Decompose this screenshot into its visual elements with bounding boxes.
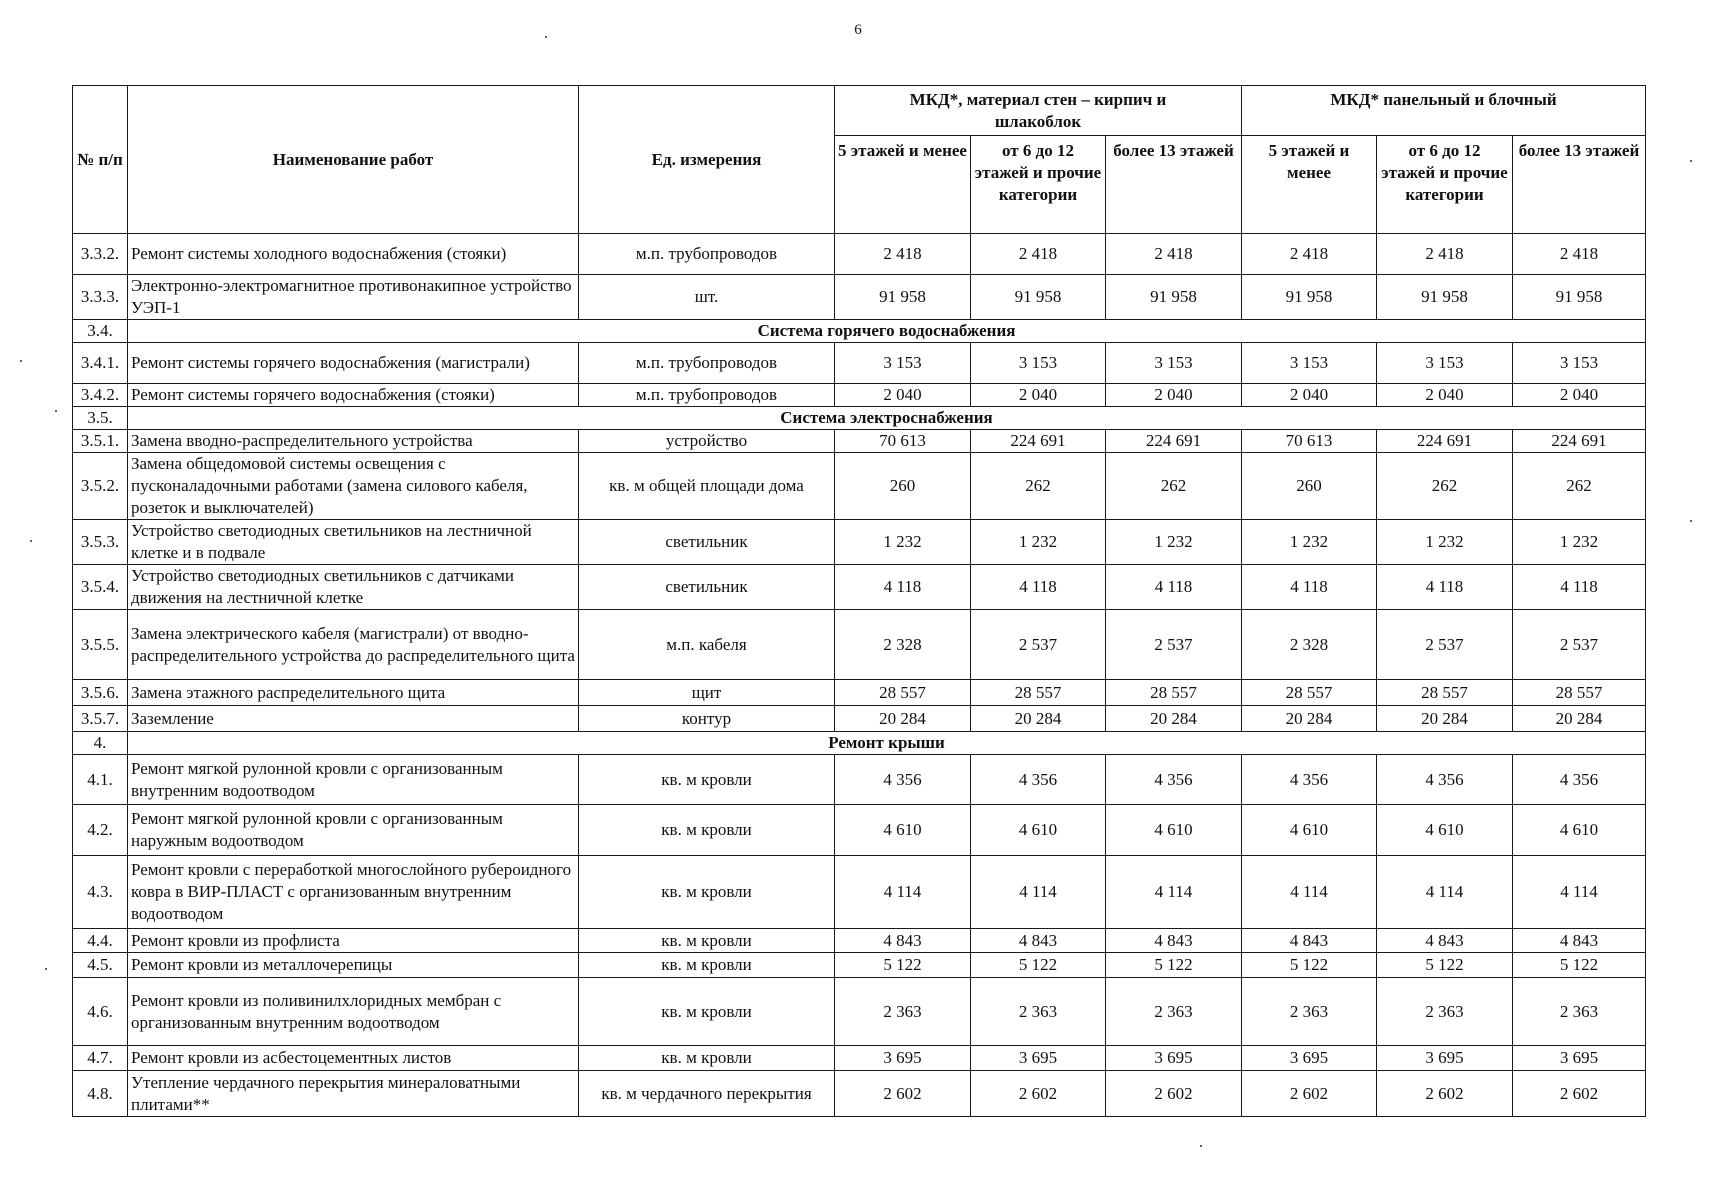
cost-value: 2 602 bbox=[971, 1071, 1106, 1117]
cost-value: 2 418 bbox=[1106, 234, 1242, 275]
unit-of-measure: светильник bbox=[579, 565, 835, 610]
unit-of-measure: щит bbox=[579, 680, 835, 706]
cost-value: 4 356 bbox=[1513, 755, 1646, 805]
scan-speck bbox=[45, 968, 47, 970]
cost-value: 1 232 bbox=[1513, 520, 1646, 565]
row-number: 3.5.1. bbox=[73, 430, 128, 453]
cost-value: 4 118 bbox=[1242, 565, 1377, 610]
unit-of-measure: м.п. трубопроводов bbox=[579, 343, 835, 384]
cost-value: 224 691 bbox=[1513, 430, 1646, 453]
work-name: Ремонт кровли из металлочерепицы bbox=[128, 953, 579, 978]
table-row bbox=[73, 856, 1646, 929]
cost-value: 5 122 bbox=[1513, 953, 1646, 978]
table-row bbox=[73, 953, 1646, 978]
row-number: 4.8. bbox=[73, 1071, 128, 1117]
unit-of-measure: кв. м кровли bbox=[579, 805, 835, 856]
cost-value: 2 537 bbox=[1377, 610, 1513, 680]
cost-value: 4 356 bbox=[1242, 755, 1377, 805]
table-body bbox=[73, 234, 1646, 1117]
unit-of-measure: м.п. трубопроводов bbox=[579, 384, 835, 407]
section-row bbox=[73, 320, 1646, 343]
work-name: Устройство светодиодных светильников с датчиками движения на лестничной клетке bbox=[128, 565, 579, 610]
section-title: Ремонт крыши bbox=[128, 732, 1646, 755]
cost-value: 224 691 bbox=[971, 430, 1106, 453]
table-row bbox=[73, 680, 1646, 706]
cost-value: 91 958 bbox=[971, 275, 1106, 320]
cost-value: 4 356 bbox=[1377, 755, 1513, 805]
scan-speck bbox=[1200, 1145, 1202, 1147]
cost-value: 91 958 bbox=[1106, 275, 1242, 320]
row-number: 3.5.7. bbox=[73, 706, 128, 732]
cost-value: 3 695 bbox=[1106, 1046, 1242, 1071]
cost-value: 4 843 bbox=[1242, 929, 1377, 953]
cost-value: 5 122 bbox=[835, 953, 971, 978]
cost-value: 3 153 bbox=[1513, 343, 1646, 384]
cost-value: 3 695 bbox=[971, 1046, 1106, 1071]
cost-value: 3 153 bbox=[835, 343, 971, 384]
cost-value: 2 363 bbox=[971, 978, 1106, 1046]
cost-value: 2 328 bbox=[835, 610, 971, 680]
cost-value: 2 537 bbox=[971, 610, 1106, 680]
header-sub-floors: 5 этажей и менее bbox=[835, 136, 971, 234]
row-number: 3.5.2. bbox=[73, 453, 128, 520]
cost-value: 2 363 bbox=[1106, 978, 1242, 1046]
cost-value: 91 958 bbox=[1377, 275, 1513, 320]
cost-value: 4 114 bbox=[971, 856, 1106, 929]
cost-table-sheet bbox=[72, 85, 1645, 1117]
section-title: Система электроснабжения bbox=[128, 407, 1646, 430]
cost-value: 28 557 bbox=[971, 680, 1106, 706]
table-row bbox=[73, 706, 1646, 732]
work-name: Замена этажного распределительного щита bbox=[128, 680, 579, 706]
section-row bbox=[73, 732, 1646, 755]
row-number: 3.5.5. bbox=[73, 610, 128, 680]
work-name: Утепление чердачного перекрытия минераловатными плитами** bbox=[128, 1071, 579, 1117]
section-row bbox=[73, 407, 1646, 430]
cost-value: 20 284 bbox=[1242, 706, 1377, 732]
header-sub-floors: от 6 до 12 этажей и прочие категории bbox=[971, 136, 1106, 234]
cost-value: 2 418 bbox=[1242, 234, 1377, 275]
cost-value: 4 843 bbox=[971, 929, 1106, 953]
unit-of-measure: м.п. кабеля bbox=[579, 610, 835, 680]
cost-value: 4 356 bbox=[835, 755, 971, 805]
row-number: 3.3.2. bbox=[73, 234, 128, 275]
table-row bbox=[73, 275, 1646, 320]
section-number: 3.4. bbox=[73, 320, 128, 343]
unit-of-measure: шт. bbox=[579, 275, 835, 320]
cost-value: 2 040 bbox=[971, 384, 1106, 407]
row-number: 3.3.3. bbox=[73, 275, 128, 320]
cost-value: 262 bbox=[1377, 453, 1513, 520]
cost-value: 224 691 bbox=[1106, 430, 1242, 453]
cost-value: 70 613 bbox=[835, 430, 971, 453]
cost-value: 4 114 bbox=[1106, 856, 1242, 929]
cost-value: 91 958 bbox=[1242, 275, 1377, 320]
header-num: № п/п bbox=[73, 86, 128, 234]
cost-value: 4 118 bbox=[1377, 565, 1513, 610]
work-name: Ремонт кровли из асбестоцементных листов bbox=[128, 1046, 579, 1071]
cost-value: 2 602 bbox=[835, 1071, 971, 1117]
cost-value: 4 610 bbox=[1106, 805, 1242, 856]
cost-value: 28 557 bbox=[835, 680, 971, 706]
cost-value: 28 557 bbox=[1106, 680, 1242, 706]
row-number: 4.3. bbox=[73, 856, 128, 929]
cost-value: 1 232 bbox=[971, 520, 1106, 565]
header-name: Наименование работ bbox=[128, 86, 579, 234]
cost-value: 4 114 bbox=[835, 856, 971, 929]
cost-value: 1 232 bbox=[1242, 520, 1377, 565]
cost-value: 4 843 bbox=[835, 929, 971, 953]
cost-value: 1 232 bbox=[1106, 520, 1242, 565]
page-number: 6 bbox=[854, 22, 862, 38]
cost-value: 4 118 bbox=[1106, 565, 1242, 610]
table-row bbox=[73, 384, 1646, 407]
unit-of-measure: контур bbox=[579, 706, 835, 732]
cost-value: 4 843 bbox=[1513, 929, 1646, 953]
cost-value: 20 284 bbox=[971, 706, 1106, 732]
cost-value: 2 040 bbox=[1106, 384, 1242, 407]
work-name: Ремонт мягкой рулонной кровли с организованным внутренним водоотводом bbox=[128, 755, 579, 805]
unit-of-measure: м.п. трубопроводов bbox=[579, 234, 835, 275]
cost-value: 4 610 bbox=[835, 805, 971, 856]
unit-of-measure: кв. м кровли bbox=[579, 953, 835, 978]
header-group-brick: МКД*, материал стен – кирпич и шлакоблок bbox=[835, 86, 1242, 136]
work-name: Замена общедомовой системы освещения с пусконаладочными работами (замена силового кабеля, розеток и выключателей) bbox=[128, 453, 579, 520]
cost-value: 2 602 bbox=[1513, 1071, 1646, 1117]
cost-value: 262 bbox=[1513, 453, 1646, 520]
cost-value: 2 363 bbox=[835, 978, 971, 1046]
unit-of-measure: кв. м кровли bbox=[579, 1046, 835, 1071]
cost-value: 3 695 bbox=[1242, 1046, 1377, 1071]
cost-value: 260 bbox=[835, 453, 971, 520]
cost-value: 91 958 bbox=[1513, 275, 1646, 320]
cost-value: 5 122 bbox=[971, 953, 1106, 978]
cost-value: 28 557 bbox=[1513, 680, 1646, 706]
header-sub-floors: более 13 этажей bbox=[1106, 136, 1242, 234]
cost-value: 2 040 bbox=[1513, 384, 1646, 407]
cost-value: 3 153 bbox=[971, 343, 1106, 384]
scan-speck bbox=[1690, 160, 1692, 162]
unit-of-measure: устройство bbox=[579, 430, 835, 453]
cost-value: 3 695 bbox=[1513, 1046, 1646, 1071]
cost-value: 2 363 bbox=[1242, 978, 1377, 1046]
cost-value: 2 363 bbox=[1513, 978, 1646, 1046]
cost-value: 2 418 bbox=[1513, 234, 1646, 275]
row-number: 4.6. bbox=[73, 978, 128, 1046]
work-name: Ремонт системы холодного водоснабжения (стояки) bbox=[128, 234, 579, 275]
cost-value: 20 284 bbox=[835, 706, 971, 732]
cost-value: 1 232 bbox=[1377, 520, 1513, 565]
cost-value: 4 610 bbox=[971, 805, 1106, 856]
row-number: 4.2. bbox=[73, 805, 128, 856]
cost-value: 3 695 bbox=[1377, 1046, 1513, 1071]
table-row bbox=[73, 1071, 1646, 1117]
cost-value: 28 557 bbox=[1242, 680, 1377, 706]
table-row bbox=[73, 520, 1646, 565]
cost-value: 224 691 bbox=[1377, 430, 1513, 453]
header-group-panel: МКД* панельный и блочный bbox=[1242, 86, 1646, 136]
section-title: Система горячего водоснабжения bbox=[128, 320, 1646, 343]
unit-of-measure: кв. м кровли bbox=[579, 929, 835, 953]
cost-value: 4 114 bbox=[1242, 856, 1377, 929]
work-name: Ремонт мягкой рулонной кровли с организованным наружным водоотводом bbox=[128, 805, 579, 856]
cost-value: 3 153 bbox=[1106, 343, 1242, 384]
cost-value: 4 118 bbox=[835, 565, 971, 610]
cost-value: 2 602 bbox=[1106, 1071, 1242, 1117]
cost-value: 28 557 bbox=[1377, 680, 1513, 706]
scan-speck bbox=[55, 410, 57, 412]
cost-value: 2 418 bbox=[835, 234, 971, 275]
cost-value: 2 363 bbox=[1377, 978, 1513, 1046]
cost-value: 91 958 bbox=[835, 275, 971, 320]
cost-value: 70 613 bbox=[1242, 430, 1377, 453]
table-row bbox=[73, 234, 1646, 275]
row-number: 3.5.6. bbox=[73, 680, 128, 706]
table-row bbox=[73, 343, 1646, 384]
row-number: 4.4. bbox=[73, 929, 128, 953]
row-number: 4.1. bbox=[73, 755, 128, 805]
cost-value: 2 537 bbox=[1513, 610, 1646, 680]
cost-value: 2 537 bbox=[1106, 610, 1242, 680]
table-row bbox=[73, 430, 1646, 453]
header-sub-floors: 5 этажей и менее bbox=[1242, 136, 1377, 234]
cost-value: 260 bbox=[1242, 453, 1377, 520]
table-row bbox=[73, 929, 1646, 953]
cost-value: 4 843 bbox=[1106, 929, 1242, 953]
work-name: Ремонт кровли из профлиста bbox=[128, 929, 579, 953]
table-header bbox=[73, 86, 1646, 234]
cost-value: 4 114 bbox=[1377, 856, 1513, 929]
scan-speck bbox=[30, 540, 32, 542]
cost-value: 2 418 bbox=[1377, 234, 1513, 275]
cost-value: 262 bbox=[971, 453, 1106, 520]
cost-value: 2 602 bbox=[1377, 1071, 1513, 1117]
cost-value: 4 610 bbox=[1242, 805, 1377, 856]
row-number: 4.5. bbox=[73, 953, 128, 978]
row-number: 3.5.4. bbox=[73, 565, 128, 610]
cost-value: 3 695 bbox=[835, 1046, 971, 1071]
unit-of-measure: кв. м кровли bbox=[579, 856, 835, 929]
scan-speck bbox=[20, 360, 22, 362]
section-number: 3.5. bbox=[73, 407, 128, 430]
cost-value: 4 356 bbox=[1106, 755, 1242, 805]
table-row bbox=[73, 1046, 1646, 1071]
row-number: 4.7. bbox=[73, 1046, 128, 1071]
cost-value: 2 418 bbox=[971, 234, 1106, 275]
unit-of-measure: кв. м кровли bbox=[579, 755, 835, 805]
section-number: 4. bbox=[73, 732, 128, 755]
work-name: Заземление bbox=[128, 706, 579, 732]
cost-value: 5 122 bbox=[1377, 953, 1513, 978]
table-row bbox=[73, 755, 1646, 805]
work-name: Устройство светодиодных светильников на лестничной клетке и в подвале bbox=[128, 520, 579, 565]
cost-table bbox=[72, 85, 1646, 1117]
cost-value: 20 284 bbox=[1513, 706, 1646, 732]
cost-value: 5 122 bbox=[1106, 953, 1242, 978]
work-name: Замена вводно-распределительного устройства bbox=[128, 430, 579, 453]
table-row bbox=[73, 610, 1646, 680]
cost-value: 2 602 bbox=[1242, 1071, 1377, 1117]
cost-value: 20 284 bbox=[1106, 706, 1242, 732]
table-row bbox=[73, 453, 1646, 520]
cost-value: 5 122 bbox=[1242, 953, 1377, 978]
cost-value: 4 118 bbox=[1513, 565, 1646, 610]
work-name: Замена электрического кабеля (магистрали) от вводно-распределительного устройства до распределительного щита bbox=[128, 610, 579, 680]
unit-of-measure: кв. м кровли bbox=[579, 978, 835, 1046]
cost-value: 2 040 bbox=[1377, 384, 1513, 407]
cost-value: 4 610 bbox=[1377, 805, 1513, 856]
table-row bbox=[73, 978, 1646, 1046]
unit-of-measure: кв. м общей площади дома bbox=[579, 453, 835, 520]
cost-value: 4 843 bbox=[1377, 929, 1513, 953]
work-name: Ремонт системы горячего водоснабжения (магистрали) bbox=[128, 343, 579, 384]
row-number: 3.4.1. bbox=[73, 343, 128, 384]
table-row bbox=[73, 565, 1646, 610]
cost-value: 2 328 bbox=[1242, 610, 1377, 680]
work-name: Ремонт кровли из поливинилхлоридных мембран с организованным внутренним водоотводом bbox=[128, 978, 579, 1046]
unit-of-measure: кв. м чердачного перекрытия bbox=[579, 1071, 835, 1117]
header-sub-floors: от 6 до 12 этажей и прочие категории bbox=[1377, 136, 1513, 234]
cost-value: 4 610 bbox=[1513, 805, 1646, 856]
cost-value: 1 232 bbox=[835, 520, 971, 565]
cost-value: 2 040 bbox=[1242, 384, 1377, 407]
cost-value: 3 153 bbox=[1242, 343, 1377, 384]
work-name: Ремонт кровли с переработкой многослойного рубероидного ковра в ВИР-ПЛАСТ с организованным внутренним водоотводом bbox=[128, 856, 579, 929]
cost-value: 262 bbox=[1106, 453, 1242, 520]
cost-value: 4 118 bbox=[971, 565, 1106, 610]
work-name: Электронно-электромагнитное противонакипное устройство УЭП-1 bbox=[128, 275, 579, 320]
cost-value: 20 284 bbox=[1377, 706, 1513, 732]
cost-value: 2 040 bbox=[835, 384, 971, 407]
work-name: Ремонт системы горячего водоснабжения (стояки) bbox=[128, 384, 579, 407]
scan-speck bbox=[1690, 520, 1692, 522]
cost-value: 4 114 bbox=[1513, 856, 1646, 929]
scan-speck bbox=[545, 36, 547, 38]
unit-of-measure: светильник bbox=[579, 520, 835, 565]
row-number: 3.4.2. bbox=[73, 384, 128, 407]
row-number: 3.5.3. bbox=[73, 520, 128, 565]
header-sub-floors: более 13 этажей bbox=[1513, 136, 1646, 234]
header-unit: Ед. измерения bbox=[579, 86, 835, 234]
table-row bbox=[73, 805, 1646, 856]
cost-value: 4 356 bbox=[971, 755, 1106, 805]
cost-value: 3 153 bbox=[1377, 343, 1513, 384]
